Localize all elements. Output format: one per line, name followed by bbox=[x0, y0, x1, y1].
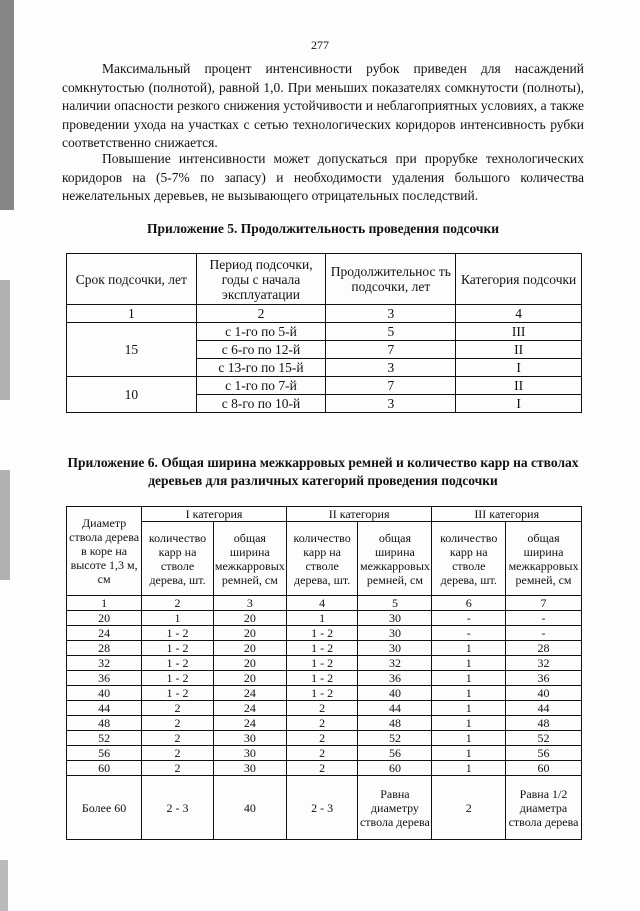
col-num: 1 bbox=[67, 305, 197, 323]
table-cell: 20 bbox=[213, 641, 286, 656]
table-cell: 2 bbox=[142, 746, 214, 761]
table-cell: 1 - 2 bbox=[142, 671, 214, 686]
table-cell: 2 bbox=[286, 731, 358, 746]
table-row bbox=[67, 641, 582, 656]
appendix-6-table bbox=[66, 506, 582, 840]
table-cell: 1 - 2 bbox=[286, 656, 358, 671]
header-category-1: I категория bbox=[142, 507, 287, 522]
period-cell: с 13-го по 15-й bbox=[196, 359, 326, 377]
table-cell: 2 bbox=[142, 761, 214, 776]
table-row bbox=[67, 626, 582, 641]
period-cell: с 1-го по 5-й bbox=[196, 323, 326, 341]
term-cell: 15 bbox=[67, 323, 197, 377]
table-cell: 52 bbox=[67, 731, 142, 746]
category-header-row bbox=[67, 507, 582, 522]
subheader-count: количество карр на стволе дерева, шт. bbox=[142, 522, 214, 596]
table-cell: 32 bbox=[506, 656, 582, 671]
column-number-row bbox=[67, 305, 582, 323]
table-cell: 2 bbox=[142, 596, 214, 611]
table-cell: 28 bbox=[506, 641, 582, 656]
appendix-5-title: Приложение 5. Продолжительность проведения подсочки bbox=[146, 221, 500, 236]
table-cell: 56 bbox=[506, 746, 582, 761]
table-cell: 52 bbox=[358, 731, 432, 746]
duration-cell: 5 bbox=[326, 323, 456, 341]
table-cell: 1 - 2 bbox=[286, 671, 358, 686]
table-cell: 44 bbox=[67, 701, 142, 716]
table-cell: 1 bbox=[432, 746, 506, 761]
table-cell: 60 bbox=[67, 761, 142, 776]
period-cell: с 6-го по 12-й bbox=[196, 341, 326, 359]
table-row bbox=[67, 776, 582, 840]
subheader-width: общая ширина межкарровых ремней, см bbox=[506, 522, 582, 596]
table-cell: 1 - 2 bbox=[286, 686, 358, 701]
duration-cell: 3 bbox=[326, 395, 456, 413]
table-cell: 1 bbox=[432, 731, 506, 746]
table-cell: 60 bbox=[358, 761, 432, 776]
header-diameter: Диаметр ствола дерева в коре на высоте 1,3 м, см bbox=[67, 507, 142, 596]
scan-edge-bottom bbox=[0, 860, 8, 911]
table-cell: 1 bbox=[432, 671, 506, 686]
table-cell: 1 bbox=[432, 761, 506, 776]
scan-edge-top bbox=[0, 0, 14, 210]
table-cell: 2 bbox=[142, 701, 214, 716]
col-num: 4 bbox=[456, 305, 582, 323]
table-row bbox=[67, 377, 582, 395]
col-num: 2 bbox=[196, 305, 326, 323]
table-cell: Равна 1/2 диаметра ствола дерева bbox=[506, 776, 582, 840]
table-cell: 36 bbox=[358, 671, 432, 686]
category-cell: II bbox=[456, 377, 582, 395]
table-cell: 1 bbox=[432, 701, 506, 716]
table-cell: 4 bbox=[286, 596, 358, 611]
col-num: 3 bbox=[326, 305, 456, 323]
header-category-3: III категория bbox=[432, 507, 582, 522]
scan-edge-low bbox=[0, 470, 10, 580]
table-cell: 24 bbox=[213, 716, 286, 731]
table-cell: 2 bbox=[286, 746, 358, 761]
table-cell: 1 bbox=[432, 686, 506, 701]
table-cell: 1 bbox=[142, 611, 214, 626]
table-cell: 1 - 2 bbox=[286, 641, 358, 656]
category-cell: I bbox=[456, 359, 582, 377]
period-cell: с 1-го по 7-й bbox=[196, 377, 326, 395]
table-row bbox=[67, 761, 582, 776]
table-cell: 30 bbox=[358, 611, 432, 626]
table-cell: - bbox=[432, 626, 506, 641]
appendix-6-title: Приложение 6. Общая ширина межкарровых ремней и количество карр на стволах деревьев для различных категорий проведения подсочки bbox=[67, 455, 579, 488]
table-cell: 40 bbox=[506, 686, 582, 701]
table-row bbox=[67, 746, 582, 761]
table-row bbox=[67, 701, 582, 716]
header-duration: Продолжительнос ть подсочки, лет bbox=[326, 254, 456, 305]
paragraph-1: Максимальный процент интенсивности рубок приведен для насаждений сомкнутостью (полнотой), равной 1,0. При меньших показателях сомкнутости (полноты), наличии опасности резкого снижения устойчивости и неблагоприятных условиях, а также проведении ухода на участках с сетью технологических коридоров интенсивность рубки соответственно снижается. bbox=[62, 61, 584, 150]
header-category: Категория подсочки bbox=[456, 254, 582, 305]
term-cell: 10 bbox=[67, 377, 197, 413]
table-row bbox=[67, 716, 582, 731]
table-cell: 56 bbox=[358, 746, 432, 761]
table-cell: 1 - 2 bbox=[142, 626, 214, 641]
page-number: 277 bbox=[311, 38, 329, 52]
table-cell: 30 bbox=[358, 626, 432, 641]
subheader-width: общая ширина межкарровых ремней, см bbox=[213, 522, 286, 596]
table-cell: 48 bbox=[506, 716, 582, 731]
table-cell: 40 bbox=[213, 776, 286, 840]
table-cell: 3 bbox=[213, 596, 286, 611]
duration-cell: 7 bbox=[326, 377, 456, 395]
table-cell: 2 bbox=[142, 731, 214, 746]
table-cell: 48 bbox=[358, 716, 432, 731]
table-row bbox=[67, 671, 582, 686]
table-cell: 44 bbox=[358, 701, 432, 716]
duration-cell: 3 bbox=[326, 359, 456, 377]
table-cell: 52 bbox=[506, 731, 582, 746]
table-cell: 30 bbox=[213, 731, 286, 746]
category-cell: I bbox=[456, 395, 582, 413]
table-cell: 2 bbox=[286, 701, 358, 716]
table-cell: 36 bbox=[506, 671, 582, 686]
table-cell: 1 - 2 bbox=[142, 641, 214, 656]
table-cell: 44 bbox=[506, 701, 582, 716]
table-cell: 1 bbox=[286, 611, 358, 626]
table-cell: 2 - 3 bbox=[142, 776, 214, 840]
subheader-count: количество карр на стволе дерева, шт. bbox=[286, 522, 358, 596]
scan-edge-mid bbox=[0, 280, 10, 400]
table-cell: Равна диаметру ствола дерева bbox=[358, 776, 432, 840]
table-cell: 20 bbox=[213, 656, 286, 671]
table-cell: - bbox=[506, 611, 582, 626]
table-cell: 32 bbox=[358, 656, 432, 671]
table-cell: 1 - 2 bbox=[142, 656, 214, 671]
header-period: Период подсочки, годы с начала эксплуатации bbox=[196, 254, 326, 305]
table-cell: 48 bbox=[67, 716, 142, 731]
period-cell: с 8-го по 10-й bbox=[196, 395, 326, 413]
table-header-row bbox=[67, 254, 582, 305]
table-cell: 1 - 2 bbox=[286, 626, 358, 641]
table-cell: 32 bbox=[67, 656, 142, 671]
subheader-width: общая ширина межкарровых ремней, см bbox=[358, 522, 432, 596]
table-cell: 56 bbox=[67, 746, 142, 761]
table-row bbox=[67, 686, 582, 701]
table-cell: 2 bbox=[286, 716, 358, 731]
table-cell: Более 60 bbox=[67, 776, 142, 840]
table-cell: 36 bbox=[67, 671, 142, 686]
table-row bbox=[67, 323, 582, 341]
header-category-2: II категория bbox=[286, 507, 432, 522]
subheader-count: количество карр на стволе дерева, шт. bbox=[432, 522, 506, 596]
table-cell: 7 bbox=[506, 596, 582, 611]
table-cell: 1 bbox=[432, 656, 506, 671]
header-term: Срок подсочки, лет bbox=[67, 254, 197, 305]
table-cell: - bbox=[432, 611, 506, 626]
table-cell: - bbox=[506, 626, 582, 641]
table-row bbox=[67, 656, 582, 671]
table-cell: 30 bbox=[213, 761, 286, 776]
table-cell: 24 bbox=[67, 626, 142, 641]
category-cell: II bbox=[456, 341, 582, 359]
table-cell: 5 bbox=[358, 596, 432, 611]
table-cell: 20 bbox=[67, 611, 142, 626]
table-cell: 1 bbox=[432, 716, 506, 731]
category-cell: III bbox=[456, 323, 582, 341]
table-cell: 2 bbox=[142, 716, 214, 731]
table-cell: 2 - 3 bbox=[286, 776, 358, 840]
appendix-5-table bbox=[66, 253, 582, 413]
table-cell: 30 bbox=[213, 746, 286, 761]
paragraph-2: Повышение интенсивности может допускаться при прорубке технологических коридоров на (5-7% по запасу) и необходимости удаления большого количества нежелательных деревьев, не вызывающего отрицательных последствий. bbox=[62, 151, 584, 203]
table-cell: 20 bbox=[213, 611, 286, 626]
table-cell: 20 bbox=[213, 626, 286, 641]
table-cell: 2 bbox=[432, 776, 506, 840]
table-cell: 1 bbox=[67, 596, 142, 611]
table-cell: 30 bbox=[358, 641, 432, 656]
table-cell: 60 bbox=[506, 761, 582, 776]
table-cell: 20 bbox=[213, 671, 286, 686]
subheader-row bbox=[67, 522, 582, 596]
table-cell: 24 bbox=[213, 686, 286, 701]
table-cell: 40 bbox=[67, 686, 142, 701]
duration-cell: 7 bbox=[326, 341, 456, 359]
table-cell: 28 bbox=[67, 641, 142, 656]
table-cell: 1 - 2 bbox=[142, 686, 214, 701]
column-number-row bbox=[67, 596, 582, 611]
table-cell: 40 bbox=[358, 686, 432, 701]
table-row bbox=[67, 611, 582, 626]
table-row bbox=[67, 731, 582, 746]
table-cell: 1 bbox=[432, 641, 506, 656]
table-cell: 2 bbox=[286, 761, 358, 776]
table-cell: 6 bbox=[432, 596, 506, 611]
table-cell: 24 bbox=[213, 701, 286, 716]
